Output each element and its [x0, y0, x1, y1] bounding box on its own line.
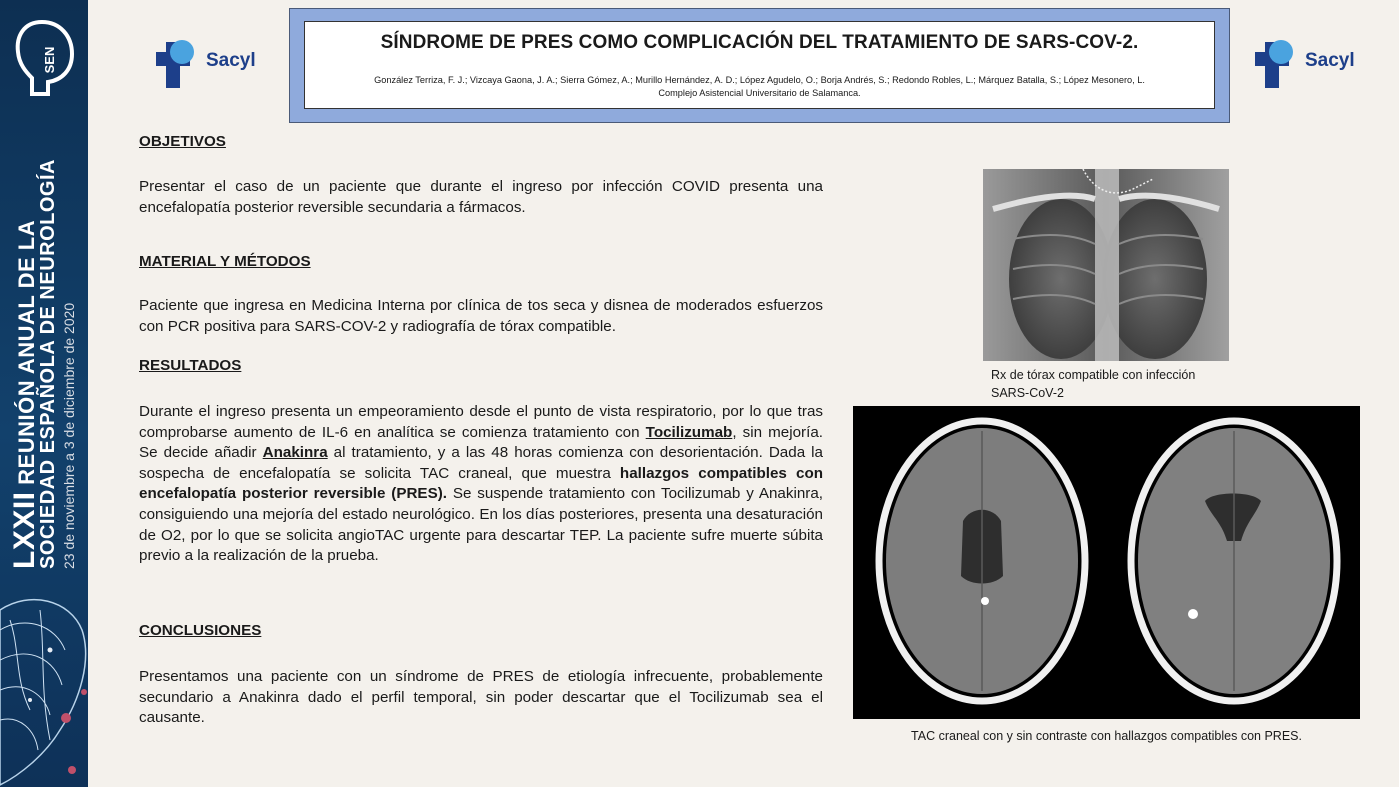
- objetivos-heading: OBJETIVOS: [139, 133, 226, 150]
- conclusiones-text: Presentamos una paciente con un síndrome de PRES de etiología infrecuente, probablemente secundario a Anakinra dado el perfil temporal, sin poder descartar que el Tocilizumab sea el causante.: [139, 668, 823, 727]
- ct-caption: TAC craneal con y sin contraste con hallazgos compatibles con PRES.: [911, 729, 1302, 743]
- sacyl-logo-right: [1251, 34, 1357, 90]
- sacyl-cross-icon: [152, 34, 206, 90]
- brain-ct-image: [853, 406, 1360, 719]
- material-text: Paciente que ingresa en Medicina Interna por clínica de tos seca y disnea de moderados esfuerzos con PCR positiva para SARS-COV-2 y radiografía de tórax compatible.: [139, 297, 823, 335]
- drug-anakinra: Anakinra: [262, 444, 328, 462]
- meeting-line1: REUNIÓN ANUAL DE LA: [14, 219, 39, 485]
- resultados-text: Durante el ingreso presenta un empeoramiento desde el punto de vista respiratorio, por lo que tras comprobarse aumento de IL-6 en analítica se comienza tratamiento con Tocilizumab, sin mejoría. Se decide añadir Anakinra al tratamiento, y a las 48 horas comienza con desorientación. Dada la sospecha de encefalopatía se solicita TAC craneal, que muestra hallazgos compatibles con encefalopatía posterior reversible (PRES). Se suspende tratamiento con Tocilizumab y Anakinra, consiguiendo una mejoría del estado neurológico. En los días posteriores, presenta una desaturación de O2, por lo que se solicita angioTAC urgente para descartar TEP. La paciente sufre muerte súbita previo a la realización de la prueba.: [139, 403, 824, 565]
- xray-caption: Rx de tórax compatible con infección SARS-CoV-2: [991, 368, 1196, 400]
- drug-tocilizumab: Tocilizumab: [645, 423, 733, 441]
- sacyl-cross-icon: [1251, 34, 1305, 90]
- material-heading: MATERIAL Y MÉTODOS: [139, 253, 311, 270]
- objetivos-text: Presentar el caso de un paciente que durante el ingreso por infección COVID presenta una encefalopatía posterior reversible secundaria a fármacos.: [139, 178, 823, 216]
- meeting-dates: 23 de noviembre a 3 de diciembre de 2020: [61, 302, 77, 569]
- sacyl-logo-left: [152, 34, 258, 90]
- institution: Complejo Asistencial Universitario de Salamanca.: [658, 88, 861, 98]
- resultados-heading: RESULTADOS: [139, 357, 242, 374]
- congress-sidebar: [0, 0, 88, 787]
- sacyl-text-right: Sacyl: [1305, 50, 1355, 71]
- svg-text:SEN: SEN: [42, 46, 57, 74]
- sacyl-text-left: Sacyl: [206, 50, 256, 71]
- brain-illustration: [0, 590, 88, 787]
- pres-finding: hallazgos compatibles con encefalopatía posterior reversible (PRES).: [139, 464, 823, 503]
- chest-xray-image: [983, 169, 1229, 361]
- poster-title: SÍNDROME DE PRES COMO COMPLICACIÓN DEL TRATAMIENTO DE SARS-COV-2.: [380, 32, 1139, 53]
- poster-header: [289, 8, 1230, 123]
- edition-label: LXXII: [8, 491, 41, 569]
- author-list: González Terriza, F. J.; Vizcaya Gaona, J. A.; Sierra Gómez, A.; Murillo Hernández, A. D.; López Agudelo, O.; Borja Andrés, S.; Redondo Robles, L.; Márquez Batalla, S.; López Mesonero, L.: [374, 75, 1145, 85]
- conclusiones-heading: CONCLUSIONES: [139, 622, 262, 639]
- meeting-line2: SOCIEDAD ESPAÑOLA DE NEUROLOGÍA: [37, 159, 59, 569]
